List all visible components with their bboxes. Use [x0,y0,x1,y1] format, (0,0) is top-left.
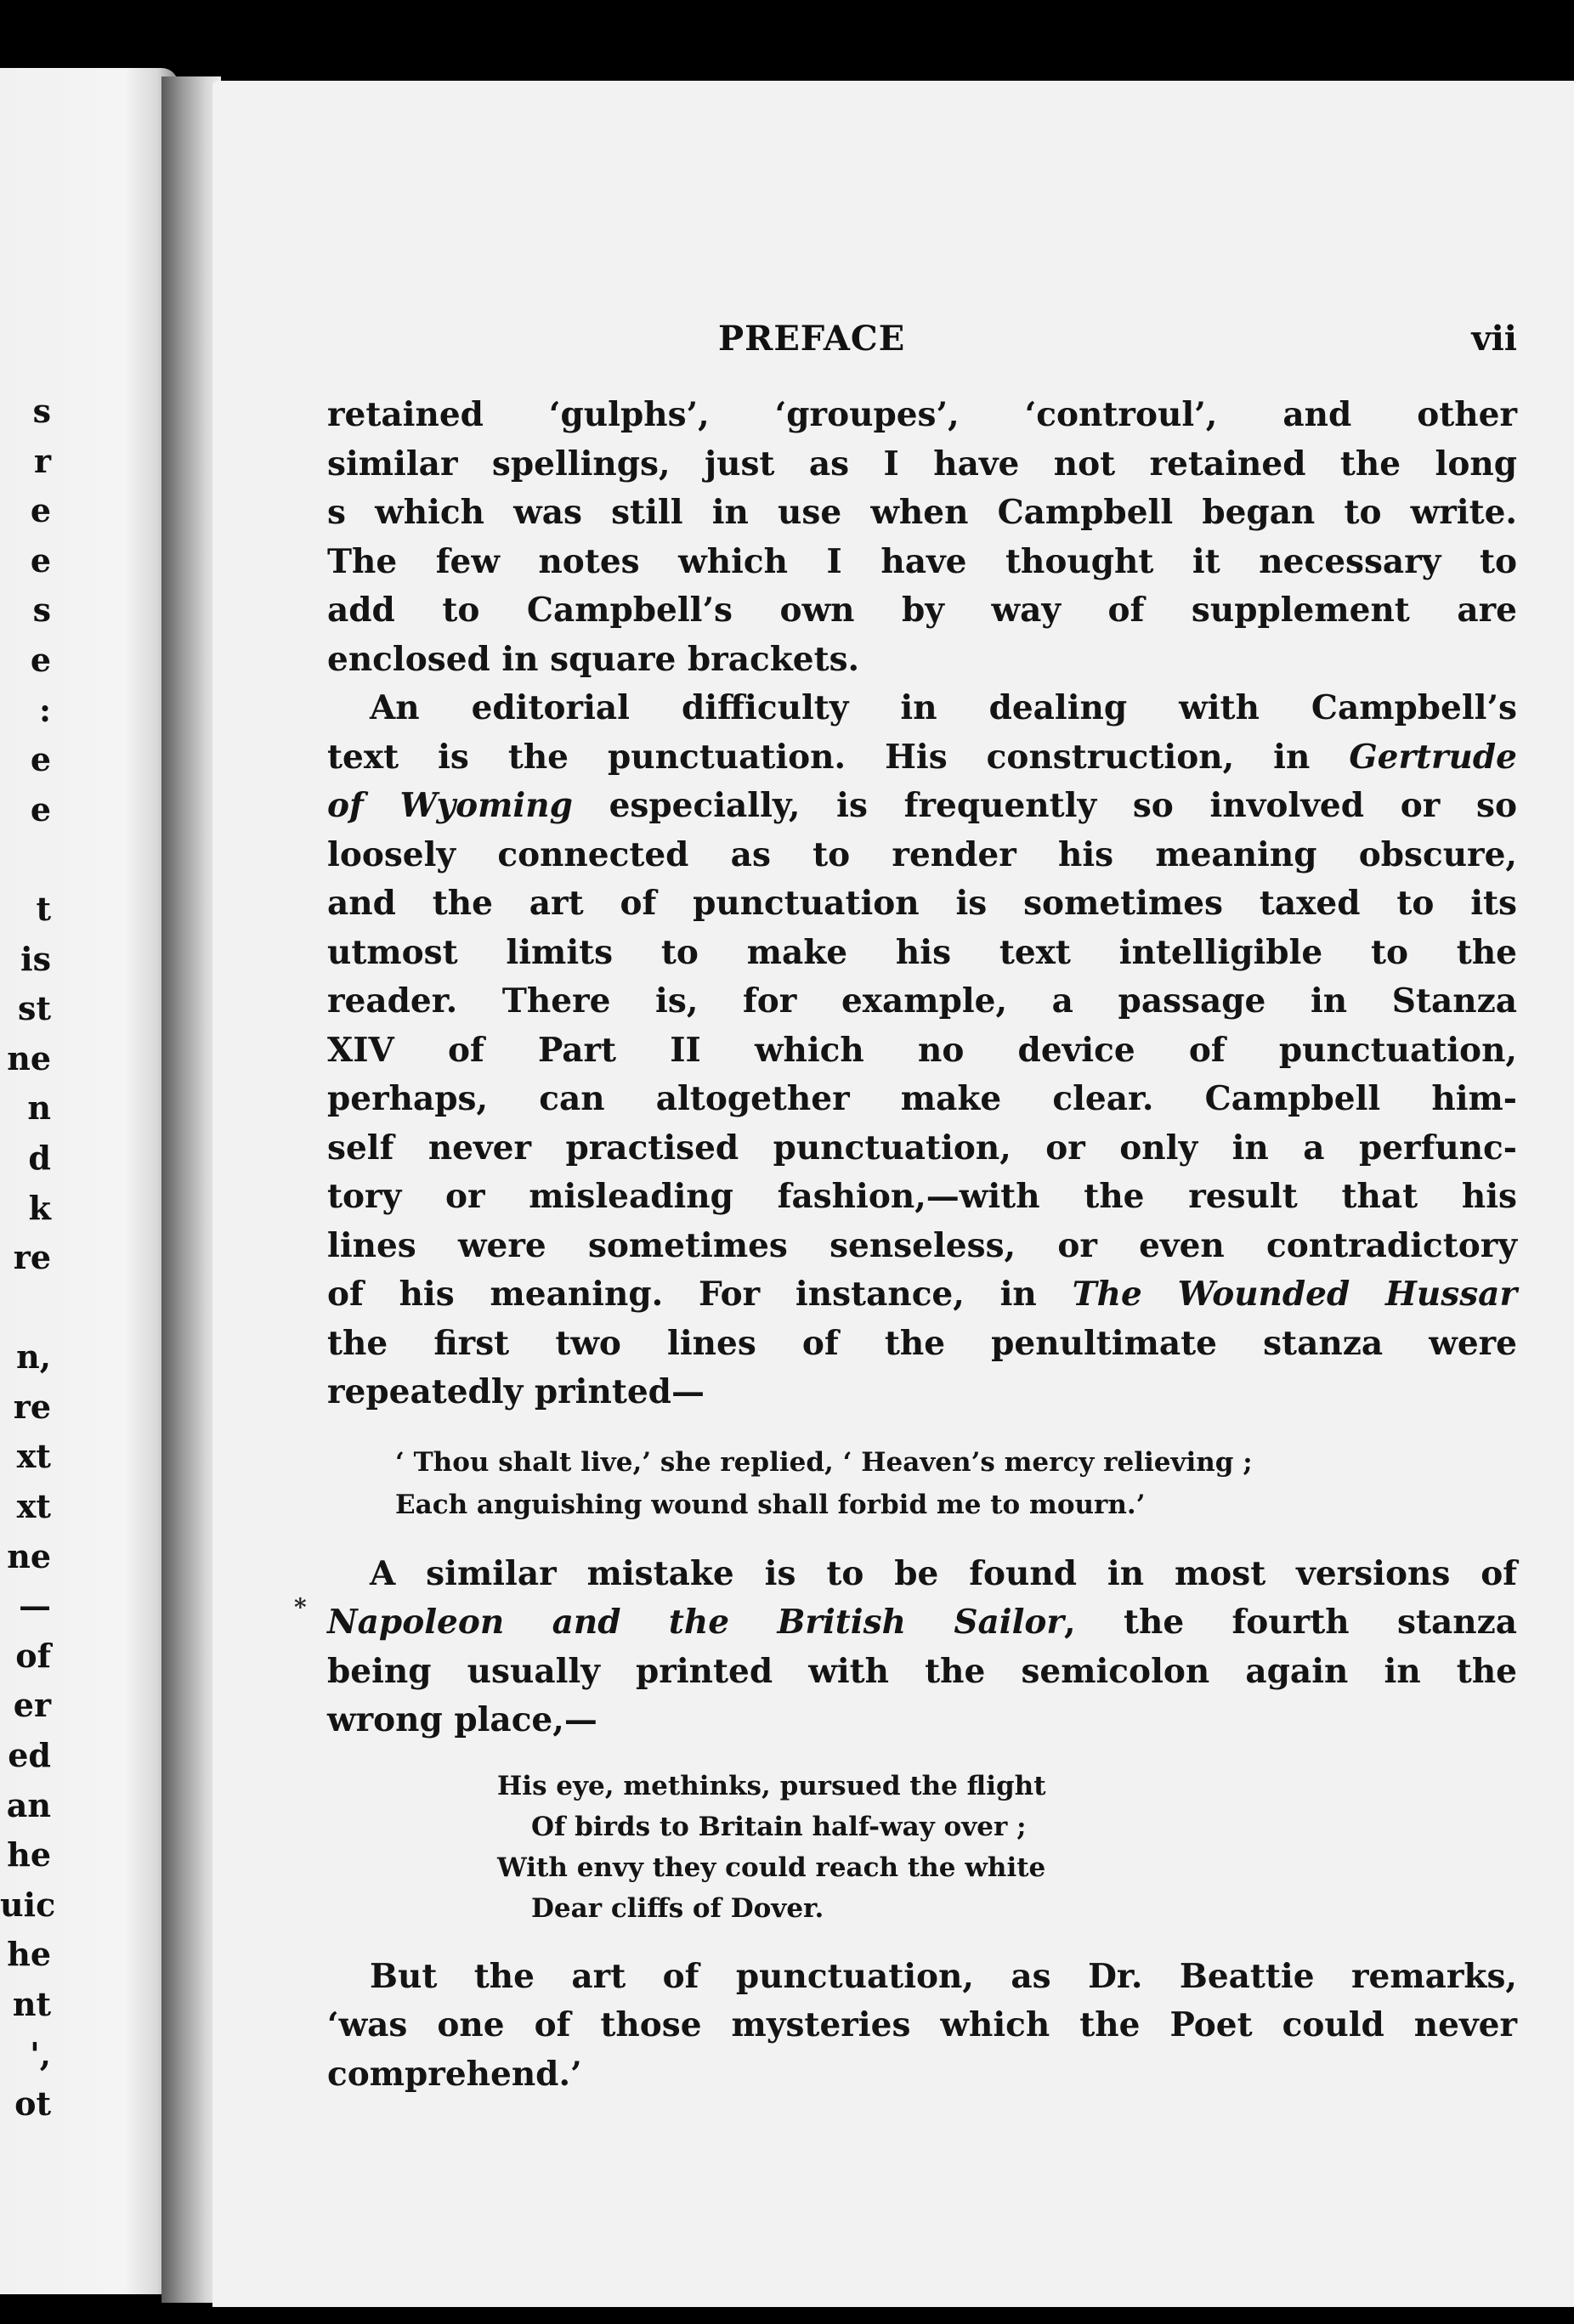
verse-line: Of birds to Britain half-way over ; [531,1811,1027,1842]
paragraph-4 [327,1953,1517,2100]
text-line: perhaps, can altogether make clear. Campbell him- [327,1079,1517,1118]
text-line: similar spellings, just as I have not retained the long [327,444,1517,483]
facing-page-fragment: re [13,1387,51,1426]
paragraph-2 [327,684,1517,1417]
text-line: being usually printed with the semicolon again in the [327,1651,1517,1691]
text-line: self never practised punctuation, or only in a perfunc- [327,1128,1517,1168]
verse-quotation-2 [497,1766,1517,1929]
verse-line: With envy they could reach the white [497,1852,1046,1883]
facing-page-fragment: e [30,540,51,580]
verse-line: ‘ Thou shalt live,’ she replied, ‘ Heaven’s mercy relieving ; [395,1446,1253,1478]
facing-page-fragment: ne [7,1038,51,1077]
text-line: But the art of punctuation, as Dr. Beattie remarks, [370,1956,1517,1996]
page-number: vii [1471,319,1517,359]
facing-page-fragment: nt [12,1985,51,2023]
running-head: PREFACE [718,319,906,359]
facing-page-fragment: d [28,1138,51,1177]
facing-page-fragment: ', [30,2034,51,2073]
verse-line: Dear cliffs of Dover. [531,1892,824,1924]
verse-quotation-1 [395,1441,1517,1526]
facing-page-fragment: e [30,640,51,679]
text-line: of Wyoming especially, is frequently so involved or so [327,786,1517,825]
facing-page-fragment: k [28,1188,51,1227]
facing-page-text [0,387,56,2129]
facing-page-fragment [0,834,51,885]
facing-page-fragment: e [30,740,51,779]
paragraph-3 [327,1550,1517,1745]
facing-page-fragment: uic [0,1885,56,1924]
text-line: add to Campbell’s own by way of supplement are [327,591,1517,630]
facing-page-fragment: xt [16,1437,51,1476]
facing-page-fragment: re [13,1238,51,1277]
facing-page-fragment: of [15,1636,51,1675]
facing-page-fragment: e [30,491,51,530]
book-page [212,81,1574,2307]
text-line: XIV of Part II which no device of punctuation, [327,1030,1517,1070]
facing-page-fragment: n, [16,1337,51,1377]
facing-page-fragment: s [32,591,51,630]
text-line: and the art of punctuation is sometimes taxed to its [327,884,1517,923]
text-line: text is the punctuation. His construction, in Gertrude [327,737,1517,777]
body-text [327,391,1517,2099]
verse-line: Each anguishing wound shall forbid me to mourn.’ [395,1489,1146,1520]
text-line: The few notes which I have thought it necessary to [327,541,1517,581]
text-line: enclosed in square brackets. [327,639,860,679]
text-line: repeatedly printed— [327,1372,705,1411]
facing-page-fragment: st [18,989,51,1028]
text-line: lines were sometimes senseless, or even contradictory [327,1225,1517,1265]
facing-page-fragment: s [32,392,51,430]
facing-page [0,68,178,2294]
text-line: utmost limits to make his text intelligible to the [327,932,1517,972]
facing-page-fragment: ed [8,1736,51,1775]
text-line: s which was still in use when Campbell began to write. [327,493,1517,532]
text-line: the first two lines of the penultimate stanza were [327,1323,1517,1363]
text-line: of his meaning. For instance, in The Wounded Hussar [327,1275,1517,1314]
facing-page-fragment: ot [14,2084,51,2123]
facing-page-fragment: an [6,1785,51,1824]
facing-page-fragment: t [36,889,51,928]
facing-page-fragment: is [20,939,51,978]
text-line: An editorial difficulty in dealing with Campbell’s [370,688,1517,727]
facing-page-fragment: xt [16,1487,51,1526]
text-line: tory or misleading fashion,—with the result that his [327,1177,1517,1216]
facing-page-fragment: he [7,1935,51,1974]
text-line: ‘was one of those mysteries which the Poet could never [327,2005,1517,2044]
text-line: Napoleon and the British Sailor, the fourth stanza [327,1603,1517,1642]
facing-page-fragment: n [27,1088,51,1128]
text-line: A similar mistake is to be found in most versions of [370,1553,1517,1593]
text-line: wrong place,— [327,1700,597,1739]
facing-page-fragment: he [7,1835,51,1874]
facing-page-fragment [0,1283,51,1333]
facing-page-fragment: : [38,690,51,729]
text-line: reader. There is, for example, a passage in Stanza [327,981,1517,1021]
margin-mark: * [294,1593,307,1621]
facing-page-fragment: er [13,1686,51,1725]
facing-page-fragment: e [30,789,51,828]
paragraph-1 [327,391,1517,684]
text-line: comprehend.’ [327,2054,582,2094]
page-header [212,319,1517,370]
facing-page-fragment: — [19,1586,51,1626]
text-line: loosely connected as to render his meaning obscure, [327,834,1517,874]
verse-line: His eye, methinks, pursued the flight [497,1770,1046,1801]
text-line: retained ‘gulphs’, ‘groupes’, ‘controul’, and other [327,395,1517,434]
facing-page-fragment: ne [7,1536,51,1575]
facing-page-fragment: r [33,441,51,480]
